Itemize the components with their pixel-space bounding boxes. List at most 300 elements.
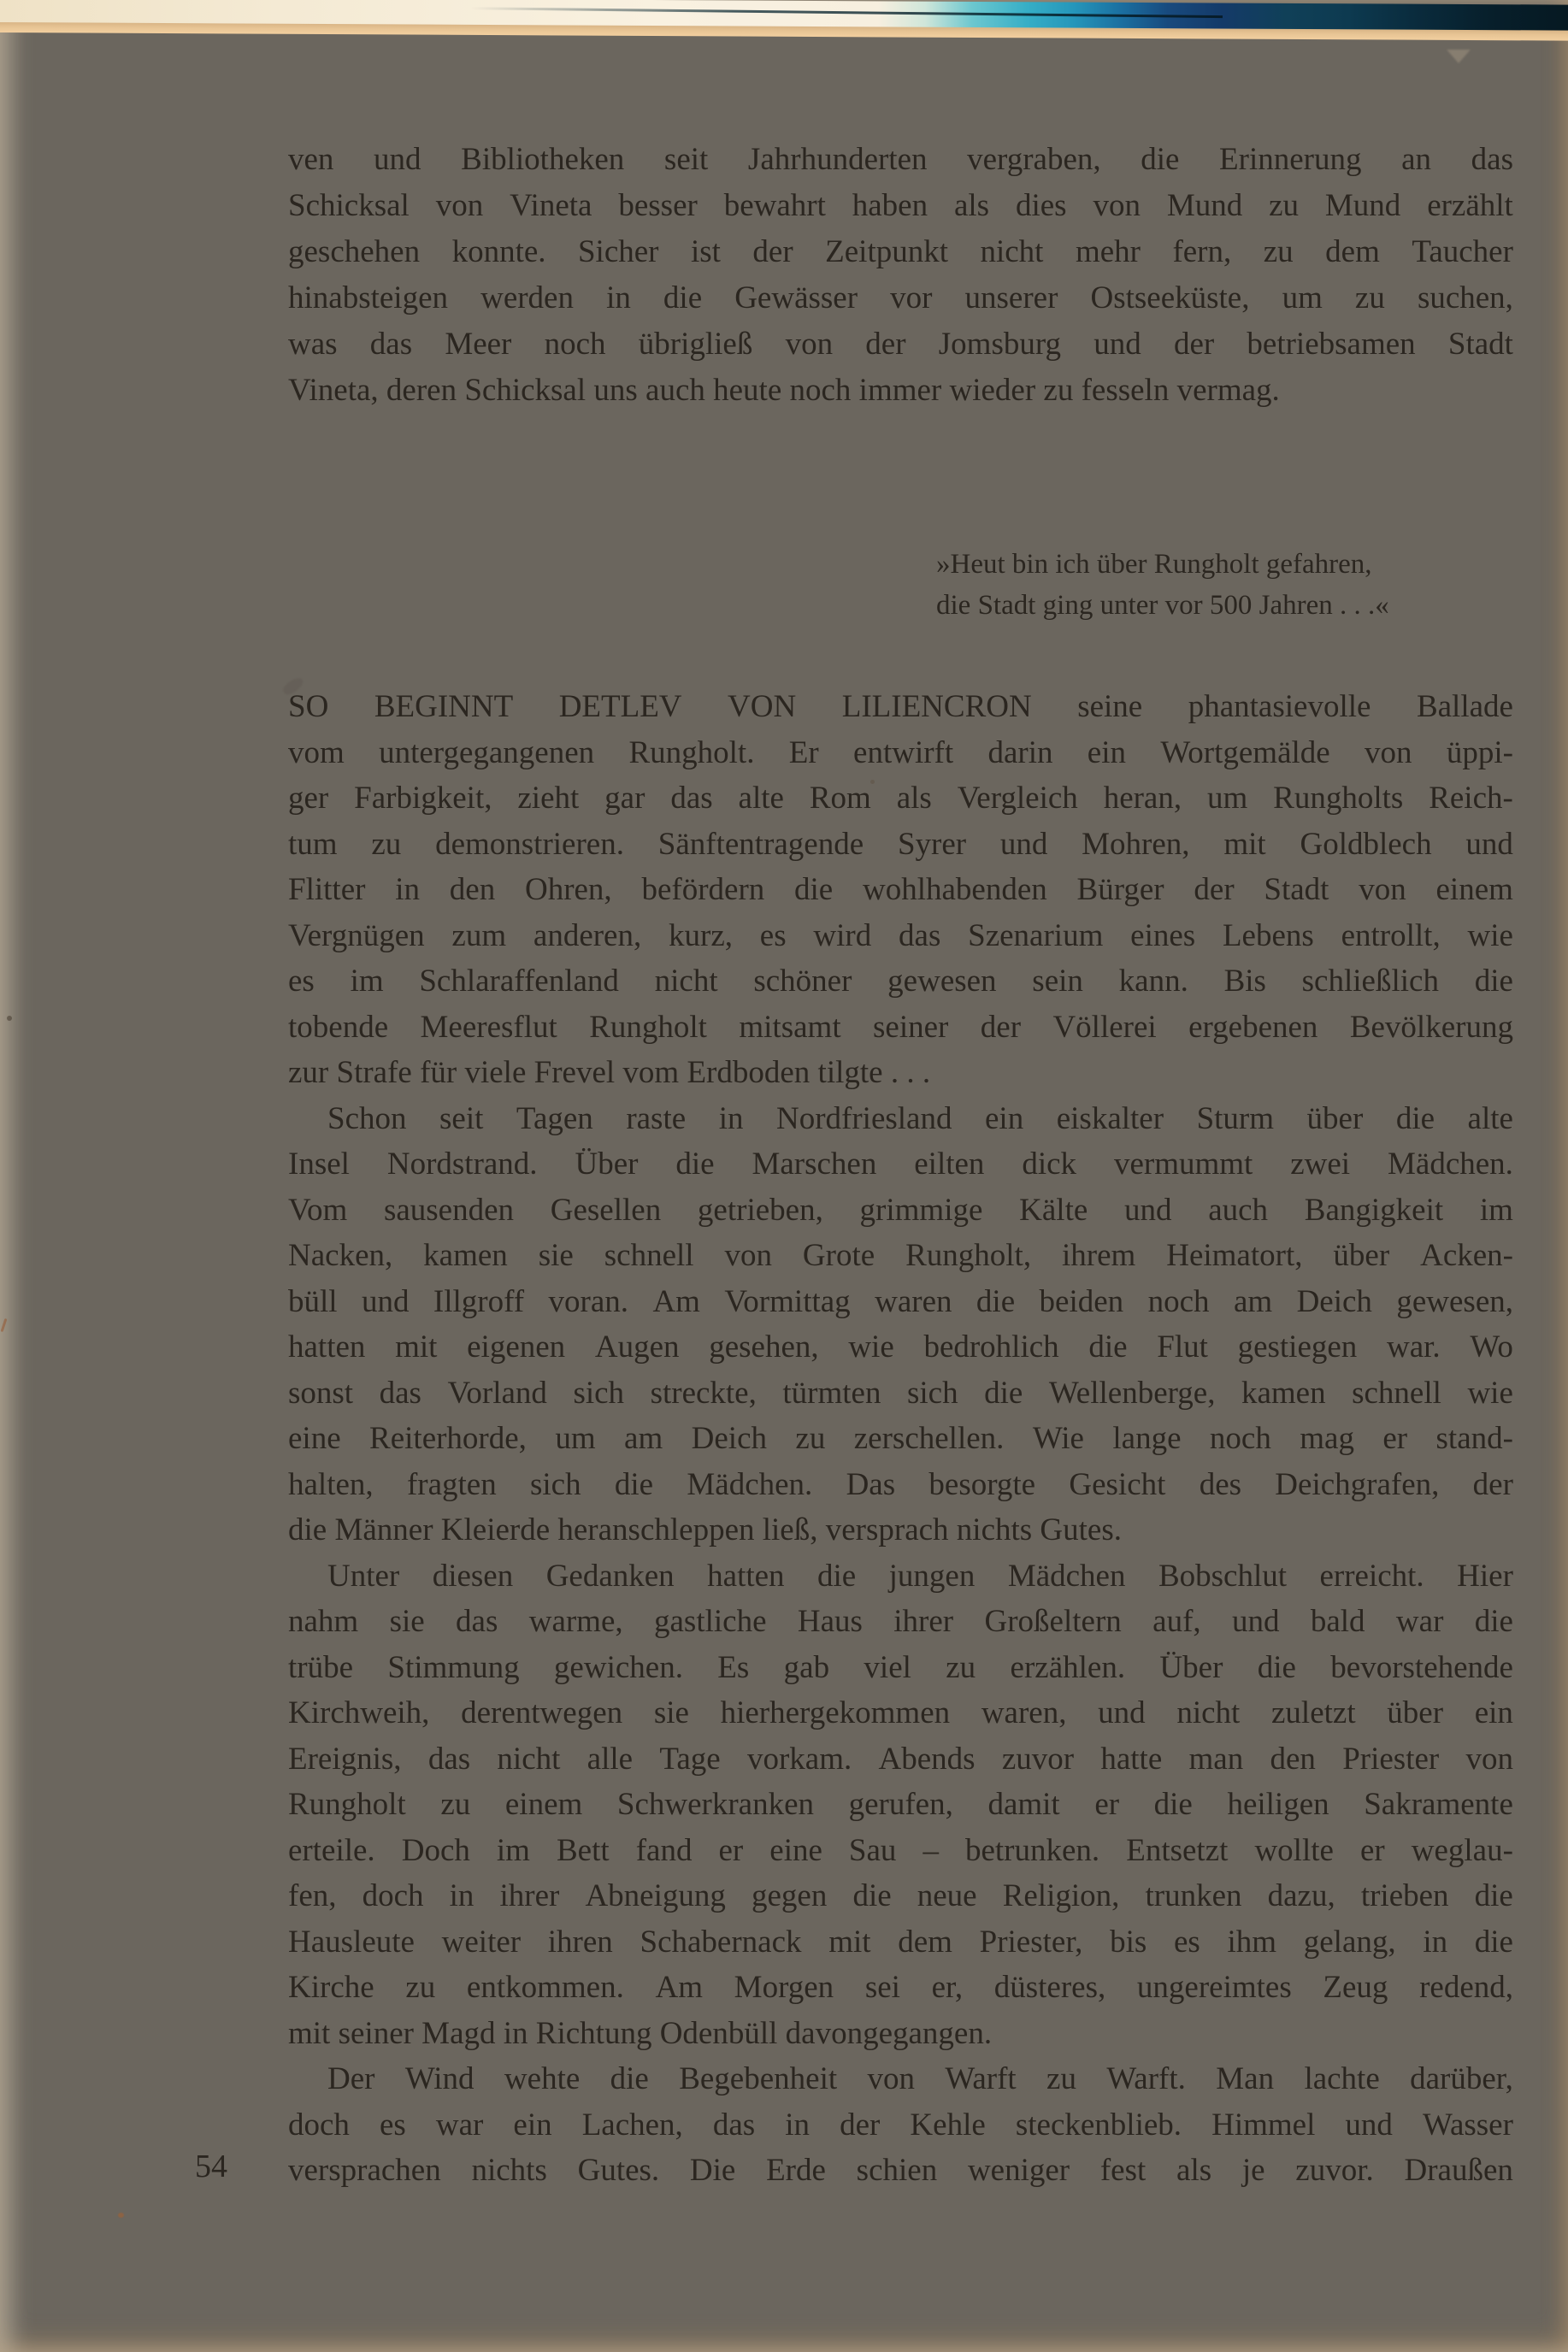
word: die xyxy=(610,2061,649,2096)
word: doch xyxy=(288,2107,350,2143)
word: am xyxy=(1233,1283,1273,1319)
word: und xyxy=(361,1283,410,1319)
word: die xyxy=(1141,142,1180,177)
word: eines xyxy=(1130,917,1196,953)
word: von xyxy=(1093,188,1141,223)
word: zu xyxy=(1269,188,1300,223)
word: phantasievolle xyxy=(1188,689,1371,724)
word: Augen xyxy=(594,1329,680,1365)
word: streckte, xyxy=(650,1375,757,1411)
word: fern, xyxy=(1172,234,1232,269)
text-line xyxy=(288,1919,1513,1966)
word: untergegangenen xyxy=(379,734,595,770)
word: das xyxy=(1471,142,1513,177)
word: Rungholt xyxy=(589,1009,707,1045)
word: heran, xyxy=(1103,781,1182,816)
word: büll xyxy=(288,1283,338,1319)
word: über xyxy=(1333,1238,1390,1273)
word: entrollt, xyxy=(1341,917,1441,953)
word: heiligen xyxy=(1227,1787,1329,1822)
word: grimmige xyxy=(859,1192,983,1228)
word: besorgte xyxy=(928,1466,1036,1502)
word: Jomsburg xyxy=(938,327,1061,362)
word: seine xyxy=(1077,689,1143,724)
word: Bett xyxy=(557,1832,610,1868)
word: befördern xyxy=(641,872,765,907)
word: Stimmung xyxy=(387,1649,520,1685)
word: Begebenheit xyxy=(679,2061,838,2096)
word: sich xyxy=(530,1466,581,1502)
word: Er xyxy=(788,734,819,770)
word: zieht xyxy=(517,781,580,816)
word: es xyxy=(759,917,787,953)
word: Illgroff xyxy=(433,1283,525,1319)
word: Vergleich xyxy=(957,781,1078,816)
word: der xyxy=(840,2107,881,2143)
word: und xyxy=(1098,1695,1146,1730)
word: Mund xyxy=(1324,188,1401,223)
word: sie xyxy=(389,1604,425,1639)
word: ihren xyxy=(547,1924,613,1960)
word: erteile. xyxy=(288,1832,375,1868)
word: Marschen xyxy=(752,1147,877,1182)
word: DETLEV xyxy=(558,689,682,724)
word: ihrer xyxy=(499,1878,560,1913)
word: der xyxy=(1194,872,1235,907)
word: in xyxy=(395,872,420,907)
word: sie xyxy=(653,1695,689,1730)
word: wie xyxy=(848,1329,894,1365)
word: von xyxy=(435,188,484,223)
word: die xyxy=(663,280,703,315)
word: versprachen xyxy=(288,2153,441,2188)
word: Flitter xyxy=(288,872,366,907)
word: zwei xyxy=(1290,1147,1351,1182)
word: gewesen, xyxy=(1396,1283,1513,1319)
word: ein xyxy=(513,2107,552,2143)
word: übrigließ xyxy=(638,327,753,362)
word: von xyxy=(724,1238,772,1273)
word: von xyxy=(867,2061,915,2096)
word: um xyxy=(1207,781,1248,816)
word: seiner xyxy=(873,1009,949,1045)
word: hatten xyxy=(288,1329,366,1365)
word: er xyxy=(1382,1421,1408,1456)
word: erzählen. xyxy=(1010,1649,1126,1685)
word: Stadt xyxy=(1447,327,1513,362)
word: wohlhabenden xyxy=(863,872,1047,907)
word: Priester, xyxy=(979,1924,1083,1960)
word: Unter xyxy=(327,1558,400,1594)
text-line xyxy=(288,1599,1513,1645)
word: das xyxy=(369,327,413,362)
word: Die xyxy=(689,2153,736,2188)
word: wie xyxy=(1467,917,1513,953)
dust-speck xyxy=(118,2213,124,2218)
word: eine xyxy=(769,1832,822,1868)
text-line xyxy=(288,1736,1513,1783)
word: und xyxy=(1465,826,1513,862)
word: Haus xyxy=(797,1604,863,1639)
word: die xyxy=(614,1466,654,1502)
word: in xyxy=(606,280,631,315)
word: Sau xyxy=(848,1832,897,1868)
word: Schicksal xyxy=(288,188,410,223)
word: raste xyxy=(626,1100,687,1136)
word: sausenden xyxy=(383,1192,515,1228)
word: nicht xyxy=(980,234,1044,269)
word: Reich- xyxy=(1429,781,1513,816)
word: warme, xyxy=(528,1604,623,1639)
word: Mohren, xyxy=(1082,826,1190,862)
word: Erde xyxy=(766,2153,826,2188)
word: voran. xyxy=(548,1283,629,1319)
word: üppi- xyxy=(1446,734,1513,770)
word: Schwerkranken xyxy=(616,1787,815,1822)
word: das xyxy=(670,781,713,816)
word: bis xyxy=(1110,1924,1147,1960)
word: lachte xyxy=(1304,2061,1380,2096)
word: wie xyxy=(1467,1375,1513,1411)
word: Gutes. xyxy=(577,2153,660,2188)
word: Vorland xyxy=(447,1375,547,1411)
word: mitsamt xyxy=(739,1009,841,1045)
word: von xyxy=(785,327,834,362)
word: anderen, xyxy=(533,917,642,953)
word: Mund xyxy=(1166,188,1243,223)
word: Warft xyxy=(945,2061,1017,2096)
dust-speck xyxy=(7,1016,12,1021)
word: um xyxy=(1282,280,1323,315)
text-line xyxy=(288,1233,1513,1279)
word: Zeitpunkt xyxy=(825,234,949,269)
word: Am xyxy=(655,1970,704,2005)
word: Gewässer xyxy=(734,280,858,315)
word: gewichen. xyxy=(553,1649,683,1685)
word: einem xyxy=(1435,872,1513,907)
word: was xyxy=(288,327,338,362)
word: und xyxy=(1123,1192,1172,1228)
text-line xyxy=(288,1965,1513,2011)
word: den xyxy=(1270,1741,1316,1777)
text-line xyxy=(288,775,1513,822)
word: vor xyxy=(890,280,933,315)
word: zum xyxy=(451,917,507,953)
word: Deichgrafen, xyxy=(1275,1466,1440,1502)
word: Schlaraffenland xyxy=(419,964,619,999)
word: Kälte xyxy=(1019,1192,1088,1228)
word: das xyxy=(456,1604,498,1639)
text-line xyxy=(288,867,1513,913)
word: man xyxy=(1188,1741,1244,1777)
word: weniger xyxy=(967,2153,1070,2188)
word: entkommen. xyxy=(466,1970,624,2005)
word: an xyxy=(1401,142,1432,177)
paragraph xyxy=(288,1096,1513,1553)
word: eine xyxy=(288,1421,341,1456)
text-line xyxy=(288,2148,1513,2194)
word: dick xyxy=(1022,1147,1077,1182)
word: ist xyxy=(690,234,721,269)
word: Rungholts xyxy=(1273,781,1404,816)
word: gab xyxy=(783,1649,830,1685)
word: – xyxy=(923,1832,939,1868)
word: Tage xyxy=(659,1741,721,1777)
word: die xyxy=(984,1375,1023,1411)
word: konnte. xyxy=(451,234,546,269)
word: Grote xyxy=(802,1238,875,1273)
word: Der xyxy=(327,2061,375,2096)
word: zu xyxy=(1354,280,1385,315)
text-line xyxy=(288,2056,1513,2102)
word: ger xyxy=(288,781,329,816)
text-line: zur Strafe für viele Frevel vom Erdboden tilgte . . . xyxy=(288,1055,931,1090)
word: Mädchen. xyxy=(687,1466,813,1502)
word: die xyxy=(817,1558,857,1594)
word: Über xyxy=(575,1147,639,1182)
text-line xyxy=(288,1096,1513,1142)
word: Ostseeküste, xyxy=(1090,280,1250,315)
word: schließlich xyxy=(1301,964,1439,999)
word: Gesellen xyxy=(550,1192,662,1228)
word: Mädchen xyxy=(1007,1558,1126,1594)
word: fand xyxy=(635,1832,693,1868)
word: Deich xyxy=(691,1421,767,1456)
word: die xyxy=(1474,964,1513,999)
word: die xyxy=(1153,1787,1193,1822)
word: trunken xyxy=(1145,1878,1242,1913)
word: werden xyxy=(480,280,574,315)
word: vergraben, xyxy=(967,142,1101,177)
word: zu xyxy=(405,1970,436,2005)
word: Wie xyxy=(1032,1421,1084,1456)
text-line xyxy=(288,958,1513,1005)
word: ergebenen xyxy=(1188,1009,1318,1045)
word: von xyxy=(1465,1741,1513,1777)
word: sei xyxy=(864,1970,900,2005)
word: und xyxy=(1345,2107,1393,2143)
word: Schabernack xyxy=(640,1924,802,1960)
word: Wo xyxy=(1470,1329,1513,1365)
word: Deich xyxy=(1296,1283,1372,1319)
word: Völlerei xyxy=(1052,1009,1157,1045)
cover-edge-line xyxy=(470,7,1223,18)
text-line: Vineta, deren Schicksal uns auch heute noch immer wieder zu fesseln vermag. xyxy=(288,373,1280,408)
text-line xyxy=(288,684,1513,730)
word: Stadt xyxy=(1264,872,1329,907)
word: es xyxy=(288,964,315,999)
word: Kehle xyxy=(910,2107,986,2143)
word: über xyxy=(1306,1100,1364,1136)
word: mit xyxy=(395,1329,438,1365)
word: Rungholt. xyxy=(628,734,755,770)
word: Das xyxy=(846,1466,896,1502)
word: der xyxy=(980,1009,1022,1045)
word: war xyxy=(1395,1604,1444,1639)
word: weglau- xyxy=(1411,1832,1513,1868)
word: zu xyxy=(440,1787,471,1822)
word: die xyxy=(1474,1878,1513,1913)
text-line xyxy=(288,1416,1513,1462)
word: hatten xyxy=(707,1558,785,1594)
text-line xyxy=(288,1462,1513,1508)
word: Wasser xyxy=(1422,2107,1513,2143)
word: darin xyxy=(987,734,1053,770)
text-line xyxy=(288,1782,1513,1828)
word: waren xyxy=(875,1283,952,1319)
word: betriebsamen xyxy=(1247,327,1416,362)
word: zu xyxy=(371,826,402,862)
word: der xyxy=(1472,1466,1513,1502)
word: kann. xyxy=(1118,964,1188,999)
word: gastliche xyxy=(654,1604,767,1639)
word: Gesicht xyxy=(1069,1466,1166,1502)
word: sich xyxy=(573,1375,625,1411)
word: kamen xyxy=(1241,1375,1326,1411)
word: noch xyxy=(544,327,606,362)
text-line xyxy=(288,1873,1513,1919)
text-line xyxy=(288,1005,1513,1051)
word: kamen xyxy=(423,1238,508,1273)
word: die xyxy=(675,1147,715,1182)
word: schnell xyxy=(1352,1375,1441,1411)
text-line xyxy=(288,183,1513,229)
word: schien xyxy=(856,2153,938,2188)
word: wird xyxy=(813,917,872,953)
word: Priester xyxy=(1342,1741,1440,1777)
word: Rungholt xyxy=(288,1787,406,1822)
word: Hausleute xyxy=(288,1924,415,1960)
word: er xyxy=(718,1832,744,1868)
word: Bis xyxy=(1223,964,1266,999)
word: als xyxy=(1176,2153,1212,2188)
word: zuvor xyxy=(1001,1741,1075,1777)
word: nicht xyxy=(654,964,718,999)
word: Tagen xyxy=(516,1100,593,1136)
word: sonst xyxy=(288,1375,354,1411)
word: seit xyxy=(663,142,709,177)
word: Hier xyxy=(1457,1558,1513,1594)
word: dem xyxy=(1325,234,1380,269)
word: Mädchen. xyxy=(1388,1147,1513,1182)
word: Morgen xyxy=(734,1970,834,2005)
word: die xyxy=(1474,1604,1513,1639)
word: fest xyxy=(1099,2153,1147,2188)
paragraph xyxy=(288,2056,1513,2194)
word: Vormittag xyxy=(724,1283,851,1319)
dust-speck xyxy=(1,1318,8,1332)
epigraph-quote xyxy=(936,544,1389,626)
word: Taucher xyxy=(1412,234,1513,269)
word: Abneigung xyxy=(585,1878,726,1913)
word: über xyxy=(1387,1695,1444,1730)
word: trieben xyxy=(1360,1878,1449,1913)
word: Draußen xyxy=(1404,2153,1513,2188)
word: Nordstrand. xyxy=(386,1147,538,1182)
word: des xyxy=(1199,1466,1242,1502)
word: eiskalter xyxy=(1056,1100,1164,1136)
word: Über xyxy=(1159,1649,1223,1685)
text-line xyxy=(288,229,1513,275)
word: gewesen xyxy=(887,964,997,999)
word: gestiegen xyxy=(1237,1329,1358,1365)
word: in xyxy=(785,2107,811,2143)
word: Kirchweih, xyxy=(288,1695,430,1730)
text-line xyxy=(288,1828,1513,1874)
page-number: 54 xyxy=(195,2149,227,2184)
word: um xyxy=(555,1421,596,1456)
word: alte xyxy=(738,781,784,816)
text-line xyxy=(288,730,1513,776)
word: bewahrt xyxy=(723,188,826,223)
word: ein xyxy=(1474,1695,1513,1730)
word: es xyxy=(380,2107,406,2143)
word: schöner xyxy=(753,964,852,999)
word: Vineta xyxy=(510,188,592,223)
word: Jahrhunderten xyxy=(747,142,928,177)
word: bevorstehende xyxy=(1330,1649,1513,1685)
word: VON xyxy=(728,689,797,724)
word: im xyxy=(350,964,384,999)
word: zuvor. xyxy=(1295,2153,1374,2188)
word: gar xyxy=(604,781,645,816)
word: Farbigkeit, xyxy=(354,781,492,816)
text-line xyxy=(288,275,1513,321)
word: Am xyxy=(652,1283,700,1319)
word: als xyxy=(896,781,932,816)
word: bedrohlich xyxy=(923,1329,1059,1365)
word: Bürger xyxy=(1076,872,1164,907)
word: kurz, xyxy=(669,917,734,953)
word: die xyxy=(794,872,834,907)
word: seit xyxy=(439,1100,484,1136)
word: Man xyxy=(1216,2061,1275,2096)
word: betrunken. xyxy=(964,1832,1100,1868)
word: Bevölkerung xyxy=(1349,1009,1513,1045)
word: Bobschlut xyxy=(1158,1558,1287,1594)
word: Acken- xyxy=(1420,1238,1513,1273)
word: Wortgemälde xyxy=(1160,734,1330,770)
text-line xyxy=(288,1141,1513,1188)
word: Himmel xyxy=(1211,2107,1316,2143)
text-line: die Männer Kleierde heranschleppen ließ, versprach nichts Gutes. xyxy=(288,1512,1122,1547)
word: zu xyxy=(1046,2061,1076,2096)
word: Abends xyxy=(878,1741,976,1777)
word: ein xyxy=(1087,734,1126,770)
word: zu xyxy=(1263,234,1294,269)
paragraph xyxy=(288,684,1513,1096)
word: beiden xyxy=(1039,1283,1124,1319)
word: und xyxy=(374,142,421,177)
word: Nordfriesland xyxy=(775,1100,952,1136)
word: suchen, xyxy=(1417,280,1513,315)
word: ihm xyxy=(1227,1924,1277,1960)
text-line xyxy=(288,1371,1513,1417)
word: Entsetzt xyxy=(1126,1832,1229,1868)
word: er xyxy=(1094,1787,1120,1822)
text-line xyxy=(288,1279,1513,1325)
word: damit xyxy=(987,1787,1060,1822)
word: die xyxy=(852,1878,892,1913)
word: bald xyxy=(1310,1604,1365,1639)
text-line xyxy=(288,137,1513,183)
word: Bibliotheken xyxy=(461,142,625,177)
word: hierhergekommen xyxy=(720,1695,951,1730)
word: nichts xyxy=(471,2153,547,2188)
word: Zeug xyxy=(1323,1970,1388,2005)
word: die xyxy=(1474,1924,1513,1960)
word: dies xyxy=(1015,188,1067,223)
